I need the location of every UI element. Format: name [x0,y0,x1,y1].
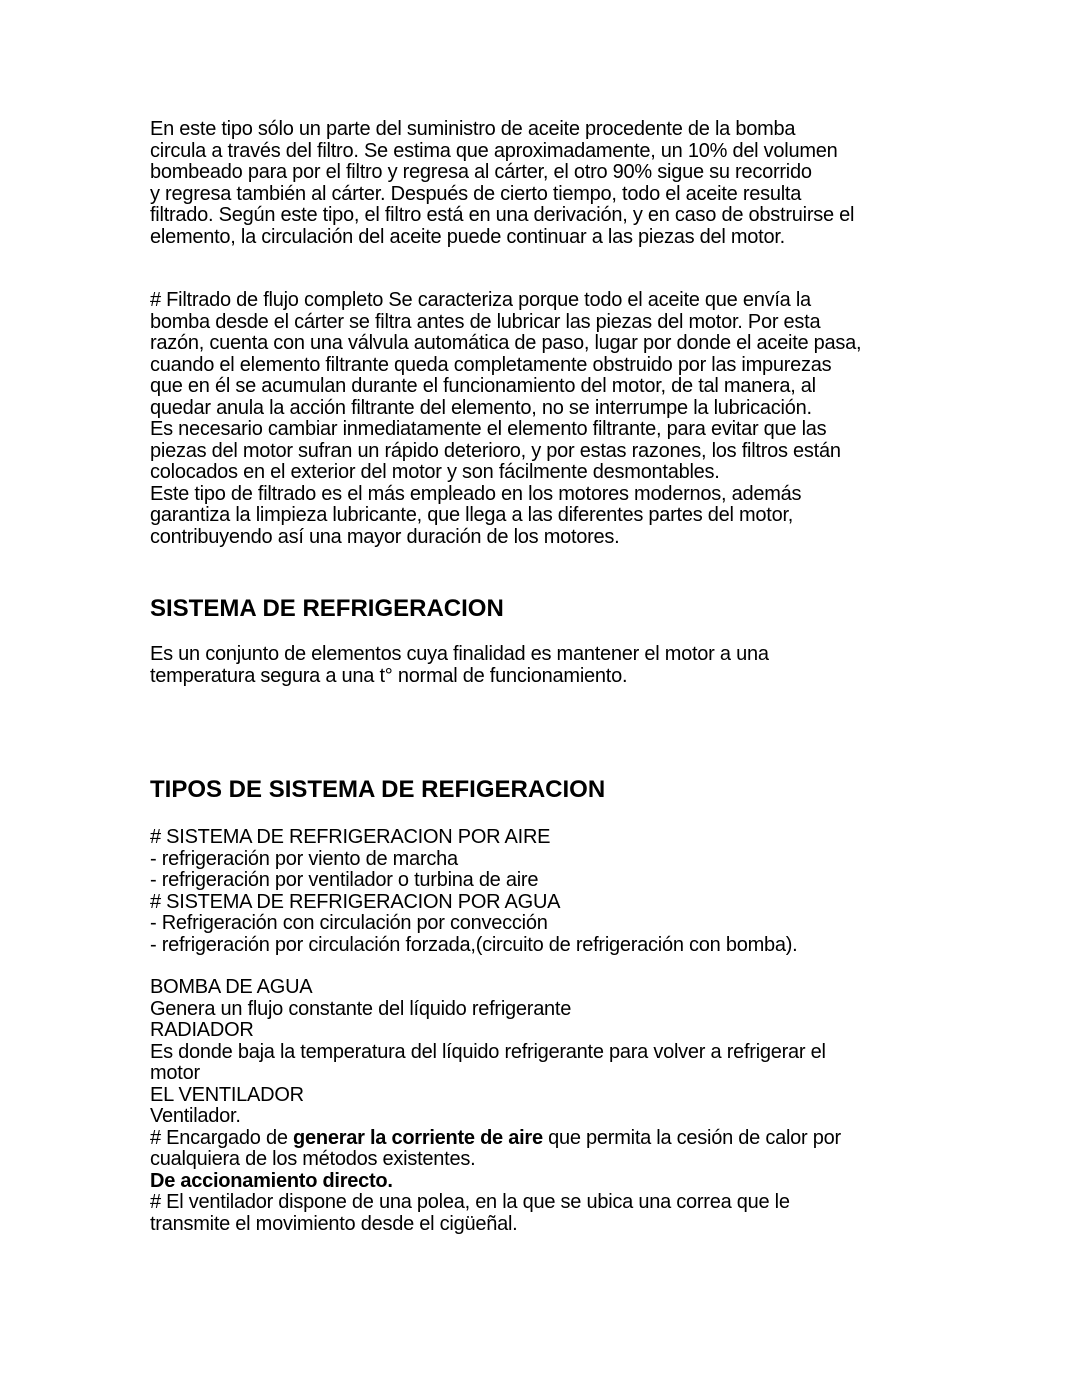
text-line: quedar anula la acción filtrante del elemento, no se interrumpe la lubricación. [150,396,812,419]
list-item: - refrigeración por viento de marcha [150,847,458,870]
text-segment: que permita la cesión de calor por [542,1126,841,1149]
paragraph-full-flow-filtering [150,290,1030,548]
text-line: RADIADOR [150,1019,254,1041]
cooling-components [150,977,1030,1235]
list-item: - refrigeración por ventilador o turbina de aire [150,869,539,891]
text-line: y regresa también al cárter. Después de cierto tiempo, todo el aceite resulta [150,182,802,205]
text-line-rich [150,1128,1030,1150]
text-line: En este tipo sólo un parte del suministro de aceite procedente de la bomba [150,118,796,140]
text-line: temperatura segura a una t° normal de funcionamiento. [150,664,628,687]
text-line: circula a través del filtro. Se estima que aproximadamente, un 10% del volumen [150,139,838,162]
text-line: Es un conjunto de elementos cuya finalidad es mantener el motor a una [150,643,769,665]
text-line: elemento, la circulación del aceite puede continuar a las piezas del motor. [150,225,785,248]
text-line: Es donde baja la temperatura del líquido refrigerante para volver a refrigerar el [150,1040,826,1063]
bold-line: De accionamiento directo. [150,1169,393,1192]
text-line: bomba desde el cárter se filtra antes de lubricar las piezas del motor. Por esta [150,310,821,333]
bold-segment: generar la corriente de aire [293,1126,543,1149]
text-line: motor [150,1062,200,1084]
list-item: - refrigeración por circulación forzada,(circuito de refrigeración con bomba). [150,933,798,956]
text-line: Este tipo de filtrado es el más empleado en los motores modernos, además [150,482,802,505]
text-line: cualquiera de los métodos existentes. [150,1148,476,1170]
list-item: - Refrigeración con circulación por convección [150,912,548,934]
text-line: Ventilador. [150,1105,241,1127]
text-line: garantiza la limpieza lubricante, que llega a las diferentes partes del motor, [150,504,794,526]
text-line: EL VENTILADOR [150,1083,304,1106]
heading-cooling-types: TIPOS DE SISTEMA DE REFIGERACION [150,776,606,803]
text-line: BOMBA DE AGUA [150,976,313,998]
text-line: bombeado para por el filtro y regresa al cárter, el otro 90% sigue su recorrido [150,161,812,183]
text-line: razón, cuenta con una válvula automática de paso, lugar por donde el aceite pasa, [150,332,862,354]
text-line: # El ventilador dispone de una polea, en la que se ubica una correa que le [150,1191,790,1213]
text-line: contribuyendo así una mayor duración de los motores. [150,525,620,548]
list-item: # SISTEMA DE REFRIGERACION POR AIRE [150,826,551,848]
text-line: piezas del motor sufran un rápido deterioro, y por estas razones, los filtros están [150,439,841,462]
text-segment: # Encargado de [150,1126,294,1149]
text-line: Genera un flujo constante del líquido refrigerante [150,997,572,1020]
text-line: que en él se acumulan durante el funcionamiento del motor, de tal manera, al [150,375,816,397]
text-line: Es necesario cambiar inmediatamente el elemento filtrante, para evitar que las [150,418,827,440]
paragraph-partial-flow-filtering [150,119,1030,248]
text-line: # Filtrado de flujo completo Se caracteriza porque todo el aceite que envía la [150,289,811,311]
text-line: colocados en el exterior del motor y son fácilmente desmontables. [150,461,720,483]
cooling-types-list [150,827,1030,956]
list-item: # SISTEMA DE REFRIGERACION POR AGUA [150,890,561,913]
heading-cooling-system: SISTEMA DE REFRIGERACION [150,595,504,622]
text-line: transmite el movimiento desde el cigüeñal. [150,1212,518,1235]
text-line: filtrado. Según este tipo, el filtro está en una derivación, y en caso de obstruirse el [150,204,855,226]
paragraph-cooling-definition [150,644,1030,687]
text-line: cuando el elemento filtrante queda completamente obstruido por las impurezas [150,353,832,376]
